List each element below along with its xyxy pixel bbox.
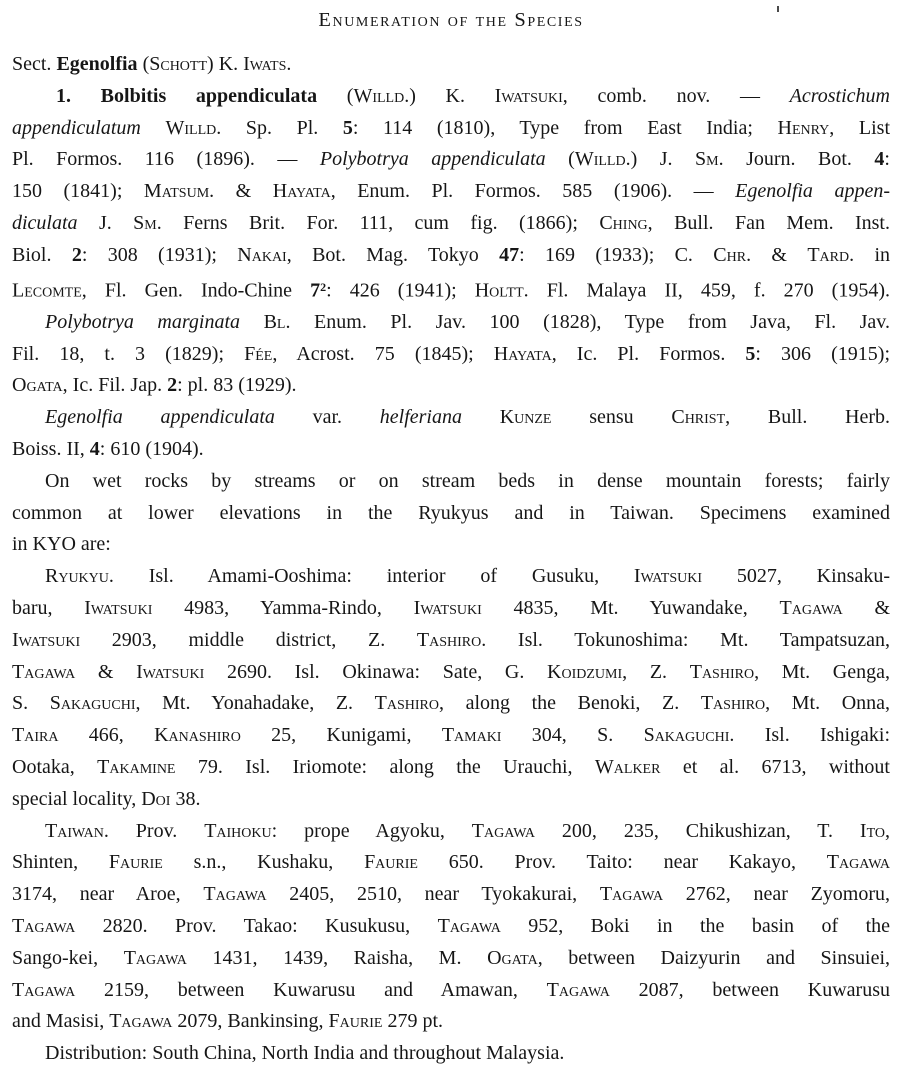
- text-segment: Taiwan.: [45, 819, 109, 842]
- text-segment: Willd.: [574, 148, 631, 171]
- text-segment: Sakaguchi: [643, 724, 730, 747]
- text-segment: Koidzumi: [547, 660, 623, 683]
- text-line: [12, 307, 890, 339]
- text-segment: Christ: [671, 406, 726, 429]
- text-segment: Hayata: [272, 180, 331, 203]
- text-segment: Ootaka,: [12, 755, 98, 778]
- text-line: [12, 240, 890, 272]
- text-segment: . Isl. Ishigaki:: [729, 724, 891, 747]
- text-segment: Tashiro: [416, 628, 482, 651]
- text-segment: Pl. Formos. 116 (1896). —: [12, 148, 320, 171]
- text-segment: Polybotrya marginata: [45, 310, 241, 333]
- paragraph: [12, 466, 890, 561]
- text-segment: 200, 235, Chikushizan, T.: [535, 819, 860, 842]
- text-segment: &: [751, 243, 808, 266]
- text-segment: 1431, 1439, Raisha, M.: [186, 946, 488, 969]
- text-segment: , Fl. Gen. Indo-Chine: [81, 278, 311, 301]
- text-segment: 279 pt.: [382, 1010, 444, 1033]
- text-segment: Shinten,: [12, 851, 109, 874]
- text-segment: 2: [167, 374, 178, 397]
- text-segment: Isl. Amami-Ooshima: interior of Gusuku,: [113, 565, 634, 588]
- text-segment: Iwatsuki: [136, 660, 205, 683]
- text-line: [12, 208, 890, 240]
- text-segment: 2079, Bankinsing,: [172, 1010, 329, 1033]
- text-segment: Sp. Pl.: [221, 116, 343, 139]
- text-segment: 47: [499, 243, 520, 266]
- text-segment: 150 (1841);: [12, 180, 144, 203]
- text-segment: &: [842, 596, 891, 619]
- text-segment: Ryukyu.: [45, 565, 114, 588]
- text-segment: , Mt. Genga,: [754, 660, 890, 683]
- text-segment: , Ic. Fil. Jap.: [62, 374, 168, 397]
- text-segment: Tagawa: [599, 883, 664, 906]
- text-segment: Journ. Bot.: [723, 148, 875, 171]
- text-segment: Tard.: [807, 243, 855, 266]
- text-segment: Tagawa: [437, 914, 501, 937]
- text-segment: , List: [829, 116, 890, 139]
- text-segment: &: [75, 660, 137, 683]
- text-line: [12, 816, 890, 848]
- text-segment: Faurie: [328, 1010, 383, 1033]
- text-segment: Sm.: [133, 211, 162, 234]
- text-segment: 2903, middle district, Z.: [80, 628, 417, 651]
- text-segment: baru,: [12, 596, 85, 619]
- text-segment: Enum. Pl. Jav. 100 (1828), Type from Java, Fl. Jav.: [290, 310, 890, 333]
- text-line: [12, 943, 890, 975]
- text-segment: Tagawa: [826, 851, 890, 874]
- text-segment: , Mt. Yonahadake, Z.: [135, 692, 375, 715]
- text-segment: Sakaguchi: [49, 692, 136, 715]
- text-segment: Kunze: [499, 406, 552, 429]
- text-segment: var.: [274, 406, 380, 429]
- text-segment: Faurie: [108, 851, 163, 874]
- text-segment: : 306 (1915);: [755, 342, 891, 365]
- text-segment: Willd.: [353, 84, 410, 107]
- text-segment: Sect.: [12, 53, 57, 75]
- text-segment: , Bot. Mag. Tokyo: [286, 243, 500, 266]
- text-segment: Tagawa: [546, 978, 610, 1001]
- text-segment: 2: [320, 279, 327, 294]
- text-segment: Tagawa: [12, 914, 76, 937]
- text-segment: . Isl. Tokunoshima: Mt. Tampatsuzan,: [481, 628, 890, 651]
- text-segment: ) K.: [409, 84, 495, 107]
- text-segment: Faurie: [364, 851, 418, 874]
- text-segment: 4835, Mt. Yuwandake,: [481, 596, 780, 619]
- text-segment: Iwatsuki: [12, 628, 81, 651]
- text-segment: Nakai: [237, 243, 287, 266]
- text-segment: [462, 406, 500, 428]
- text-segment: common at lower elevations in the Ryukyus and in Taiwan. Specimens examined: [12, 501, 890, 524]
- text-segment: Tagawa: [12, 978, 76, 1001]
- text-segment: 25, Kunigami,: [240, 724, 442, 747]
- text-segment: Polybotrya appendiculata: [319, 148, 546, 171]
- text-segment: J.: [77, 211, 134, 234]
- text-segment: Tashiro: [700, 692, 766, 715]
- text-line: [12, 657, 890, 689]
- ink-speck: [777, 6, 779, 12]
- text-segment: Kanashiro: [154, 724, 241, 747]
- text-segment: ) J.: [630, 148, 696, 171]
- paragraph: [12, 816, 890, 1039]
- paragraph: [12, 81, 890, 307]
- text-line: [12, 688, 890, 720]
- text-segment: Takamine: [97, 755, 176, 778]
- text-segment: 2: [71, 243, 82, 266]
- text-segment: Ito: [859, 819, 885, 842]
- text-segment: Ogata: [12, 374, 63, 397]
- text-segment: Holtt.: [474, 278, 529, 301]
- text-segment: , Mt. Onna,: [765, 692, 891, 715]
- text-segment: 2405, 2510, near Tyokakurai,: [266, 883, 600, 906]
- text-segment: Taira: [12, 724, 59, 747]
- text-segment: : 169 (1933); C.: [519, 243, 714, 266]
- text-line: [12, 847, 890, 879]
- text-line: [12, 720, 890, 752]
- text-segment: Tashiro: [689, 660, 755, 683]
- paragraph: [12, 1038, 890, 1070]
- text-segment: Tagawa: [471, 819, 535, 842]
- text-segment: Iwatsuki: [494, 84, 563, 107]
- text-line: [12, 625, 890, 657]
- text-segment: Tagawa: [109, 1010, 173, 1033]
- text-segment: Walker: [594, 755, 661, 778]
- text-segment: Distribution: South China, North India and throughout Malaysia.: [45, 1042, 565, 1065]
- paragraph: [12, 307, 890, 402]
- text-segment: Biol.: [12, 243, 72, 266]
- text-segment: 7: [310, 278, 321, 301]
- text-segment: 2820. Prov. Takao: Kusukusu,: [75, 914, 438, 937]
- text-segment: , Z.: [622, 660, 690, 683]
- text-segment: 38.: [170, 787, 201, 810]
- text-segment: [240, 311, 264, 333]
- text-segment: (: [137, 53, 150, 75]
- text-segment: Sango-kei,: [12, 946, 124, 969]
- text-line: [12, 113, 890, 145]
- text-segment: : 114 (1810), Type from East India;: [352, 116, 778, 139]
- text-segment: Hayata: [493, 342, 552, 365]
- text-segment: : prope Agyoku,: [271, 819, 472, 842]
- text-segment: Sm.: [695, 148, 724, 171]
- text-segment: 1. Bolbitis appendiculata: [56, 84, 318, 107]
- text-line: [12, 593, 890, 625]
- text-line: [12, 784, 890, 816]
- text-segment: special locality,: [12, 787, 142, 810]
- text-line: [12, 466, 890, 498]
- text-segment: , between Daizyurin and Sinsuiei,: [537, 946, 891, 969]
- text-segment: Lecomte: [12, 278, 82, 301]
- text-segment: 4: [89, 437, 100, 460]
- paragraph: [12, 49, 890, 81]
- text-segment: 304, S.: [501, 724, 644, 747]
- text-line: [12, 272, 890, 307]
- text-segment: Boiss. II,: [12, 437, 90, 460]
- text-line: [12, 176, 890, 208]
- text-line: [12, 339, 890, 371]
- text-segment: Acrostichum: [789, 84, 890, 107]
- text-segment: Egenolfia: [56, 53, 138, 75]
- text-segment: : 426 (1941);: [326, 278, 475, 301]
- text-segment: Iwatsuki: [413, 596, 482, 619]
- text-segment: Tagawa: [779, 596, 843, 619]
- text-line: [12, 434, 890, 466]
- text-segment: :: [884, 148, 890, 171]
- text-segment: 5: [342, 116, 353, 139]
- text-line: [12, 879, 890, 911]
- text-segment: S.: [12, 692, 50, 715]
- text-segment: 2087, between Kuwarusu: [609, 978, 890, 1001]
- text-segment: 650. Prov. Taito: near Kakayo,: [417, 851, 827, 874]
- text-segment: Iwatsuki: [633, 565, 703, 588]
- text-segment: 5: [745, 342, 756, 365]
- text-line: [12, 911, 890, 943]
- text-segment: 466,: [58, 724, 155, 747]
- text-line: [12, 370, 890, 402]
- text-segment: helferiana: [379, 406, 462, 429]
- text-segment: Egenolfia appen-: [735, 180, 890, 203]
- text-line: [12, 975, 890, 1007]
- text-segment: : pl. 83 (1929).: [177, 374, 297, 397]
- document-body: [12, 49, 890, 1070]
- text-segment: diculata: [12, 211, 78, 234]
- text-segment: s.n., Kushaku,: [162, 851, 365, 874]
- paragraph: [12, 402, 890, 466]
- text-segment: , Bull. Fan Mem. Inst.: [647, 211, 890, 234]
- text-segment: sensu: [551, 406, 672, 429]
- text-segment: Taihoku: [204, 819, 272, 842]
- text-segment: 3174, near Aroe,: [12, 883, 204, 906]
- text-segment: Tagawa: [203, 883, 267, 906]
- text-line: [12, 144, 890, 176]
- text-segment: 4: [874, 148, 885, 171]
- text-segment: Fée: [244, 342, 273, 365]
- text-segment: : 610 (1904).: [99, 437, 204, 460]
- text-segment: [141, 117, 166, 139]
- text-line: [12, 752, 890, 784]
- text-segment: Chr.: [713, 243, 752, 266]
- paragraph: [12, 561, 890, 815]
- text-line: [12, 49, 890, 81]
- text-segment: 79. Isl. Iriomote: along the Urauchi,: [175, 755, 595, 778]
- text-segment: , comb. nov. —: [562, 84, 790, 107]
- text-segment: Prov.: [108, 819, 205, 842]
- text-segment: , Enum. Pl. Formos. 585 (1906). —: [330, 180, 736, 203]
- text-segment: &: [214, 180, 273, 203]
- text-segment: : 308 (1931);: [81, 243, 238, 266]
- text-segment: Bl.: [263, 310, 291, 333]
- text-segment: Tagawa: [12, 660, 76, 683]
- text-line: [12, 498, 890, 530]
- text-segment: Ogata: [487, 946, 538, 969]
- text-segment: , along the Benoki, Z.: [439, 692, 701, 715]
- text-segment: Matsum.: [143, 180, 215, 203]
- text-segment: , Bull. Herb.: [725, 406, 891, 429]
- text-segment: Ferns Brit. For. 111, cum fig. (1866);: [161, 211, 600, 234]
- text-segment: Tashiro: [374, 692, 439, 715]
- text-segment: , Acrost. 75 (1845);: [272, 342, 494, 365]
- text-segment: et al. 6713, without: [660, 755, 890, 778]
- text-segment: Willd.: [165, 116, 222, 139]
- text-segment: appendiculatum: [12, 116, 141, 139]
- text-segment: On wet rocks by streams or on stream beds in dense mountain forests; fairly: [45, 469, 890, 492]
- text-segment: Fil. 18, t. 3 (1829);: [12, 342, 245, 365]
- text-line: [12, 561, 890, 593]
- text-segment: 2762, near Zyomoru,: [663, 883, 890, 906]
- text-segment: Iwats.: [243, 53, 292, 75]
- text-line: [12, 1038, 890, 1070]
- text-segment: Henry: [777, 116, 830, 139]
- text-line: [12, 1006, 890, 1038]
- text-segment: (: [545, 148, 575, 171]
- text-segment: Iwatsuki: [84, 596, 153, 619]
- text-segment: , Ic. Pl. Formos.: [551, 342, 746, 365]
- page-title: Enumeration of the Species: [318, 9, 584, 31]
- text-segment: 5027, Kinsaku-: [702, 565, 890, 588]
- text-segment: 4983, Yamma-Rindo,: [152, 596, 414, 619]
- text-segment: Ching: [599, 211, 648, 234]
- text-segment: Tamaki: [441, 724, 502, 747]
- text-segment: Doi: [141, 787, 171, 810]
- text-segment: in KYO are:: [12, 533, 111, 556]
- text-line: [12, 402, 890, 434]
- text-segment: 2690. Isl. Okinawa: Sate, G.: [204, 660, 548, 683]
- text-segment: and Masisi,: [12, 1010, 110, 1033]
- text-segment: Schott: [149, 53, 208, 75]
- text-segment: Fl. Malaya II, 459, f. 270 (1954).: [528, 278, 891, 301]
- text-segment: 2159, between Kuwarusu and Amawan,: [75, 978, 547, 1001]
- text-line: [12, 81, 890, 113]
- text-segment: in: [854, 243, 891, 266]
- text-segment: Egenolfia appendiculata: [45, 406, 275, 429]
- text-segment: ) K.: [207, 53, 244, 75]
- text-segment: (: [317, 84, 354, 107]
- text-segment: ,: [885, 819, 890, 842]
- text-line: [12, 529, 890, 561]
- text-segment: 952, Boki in the basin of the: [500, 914, 890, 937]
- text-segment: Tagawa: [123, 946, 187, 969]
